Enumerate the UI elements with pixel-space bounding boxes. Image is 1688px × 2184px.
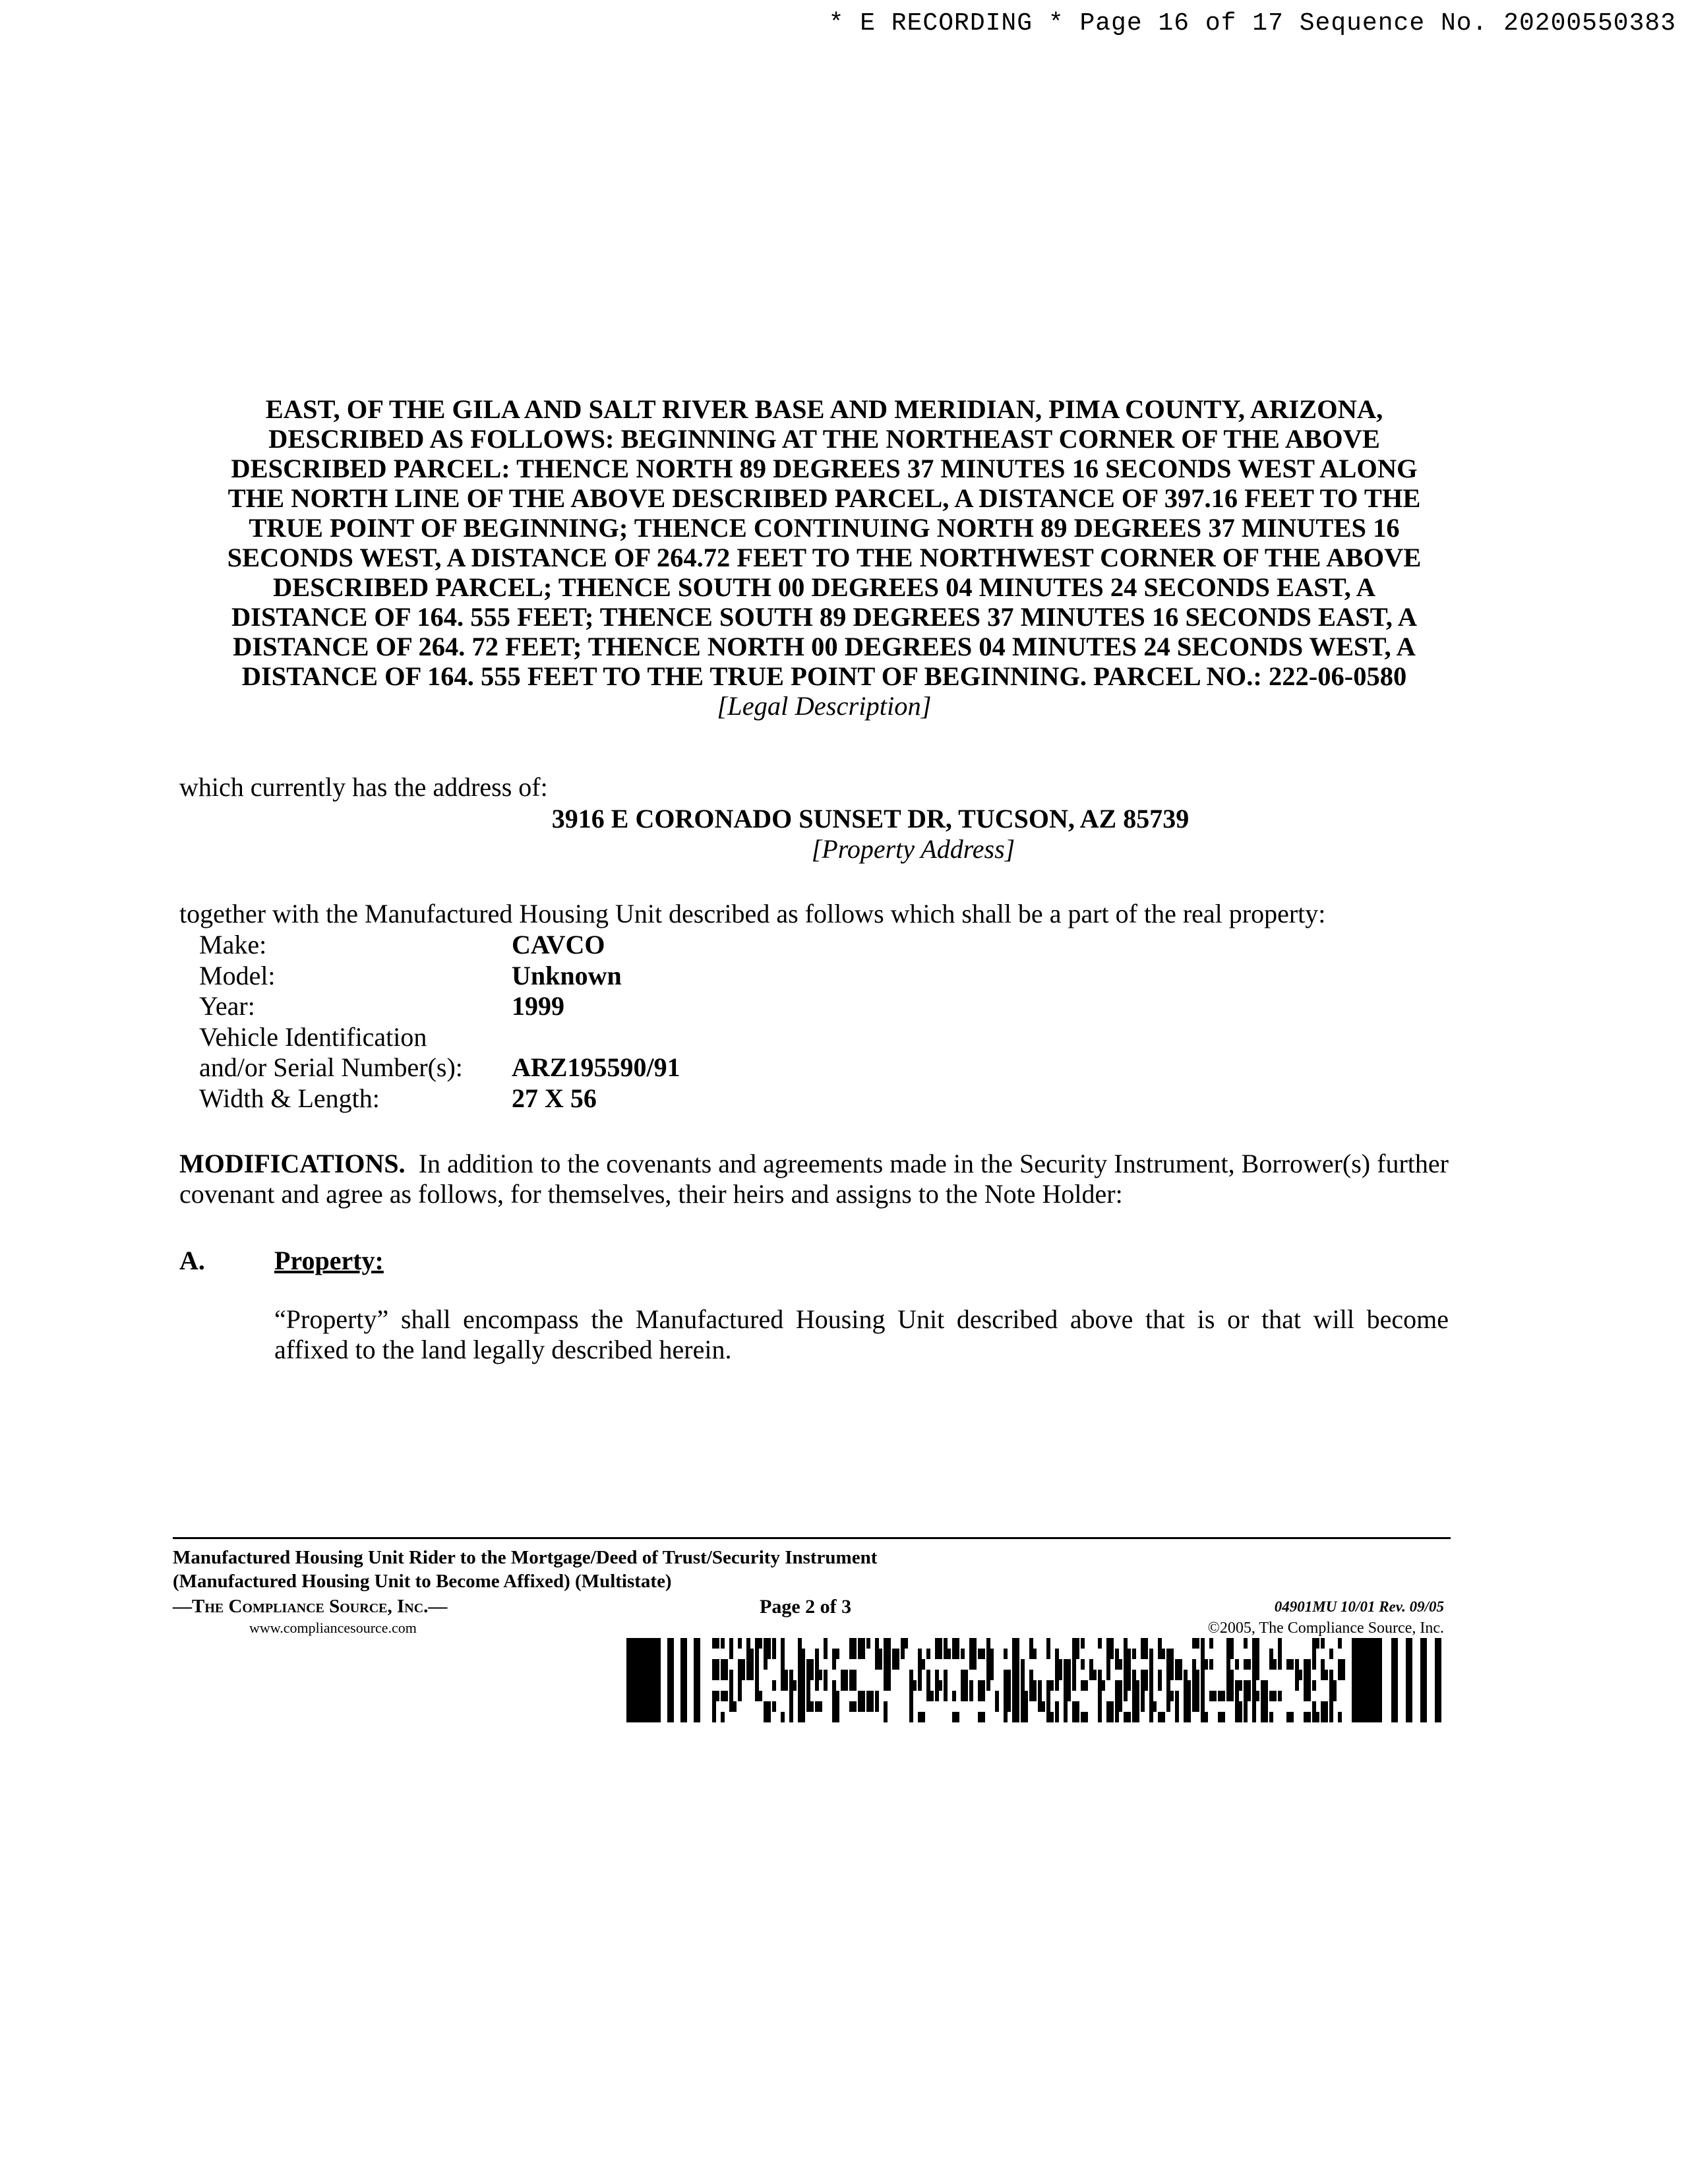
legal-description (198, 394, 1451, 721)
legal-line: DISTANCE OF 264. 72 FEET; THENCE NORTH 00 DEGREES 04 MINUTES 24 SECONDS WEST, A (233, 632, 1416, 661)
spec-row (199, 1052, 680, 1083)
spec-row (199, 991, 680, 1022)
spec-label: Vehicle Identification (199, 1021, 427, 1052)
spec-label: and/or Serial Number(s): (199, 1052, 463, 1082)
property-address: 3916 E CORONADO SUNSET DR, TUCSON, AZ 85739 (551, 804, 1190, 834)
footer-copyright: ©2005, The Compliance Source, Inc. (1207, 1620, 1444, 1637)
manufactured-unit-specs (199, 930, 680, 1114)
spec-value: CAVCO (512, 930, 605, 959)
footer-form-title (173, 1546, 877, 1593)
spec-row (199, 1022, 680, 1053)
spec-label: Model: (199, 960, 276, 990)
modifications-paragraph (179, 1149, 1449, 1209)
recording-header: * E RECORDING * Page 16 of 17 Sequence No. 20200550383 (828, 9, 1676, 38)
spec-row (199, 930, 680, 961)
section-a-heading (179, 1245, 384, 1276)
spec-value: 1999 (512, 991, 564, 1021)
footer-title-line: (Manufactured Housing Unit to Become Affixed) (Multistate) (173, 1571, 672, 1592)
legal-line: DISTANCE OF 164. 555 FEET; THENCE SOUTH 89 DEGREES 37 MINUTES 16 SECONDS EAST, A (231, 602, 1418, 632)
spec-value: ARZ195590/91 (512, 1052, 680, 1082)
spec-row (199, 961, 680, 992)
spec-value: Unknown (512, 960, 622, 990)
footer-title-line: Manufactured Housing Unit Rider to the Mortgage/Deed of Trust/Security Instrument (173, 1547, 878, 1568)
address-intro: which currently has the address of: (179, 772, 548, 802)
property-definition: “Property” shall encompass the Manufactured Housing Unit described above that is or that will become affixed to the land legally described herein. (274, 1304, 1449, 1364)
legal-description-caption: [Legal Description] (717, 691, 932, 721)
property-address-caption: [Property Address] (811, 834, 1015, 864)
spec-label: Year: (199, 991, 255, 1021)
barcode-icon (626, 1638, 1445, 1722)
legal-line: DESCRIBED AS FOLLOWS: BEGINNING AT THE NORTHEAST CORNER OF THE ABOVE (268, 424, 1380, 454)
modifications-text: In addition to the covenants and agreements made in the Security Instrument, Borrower(s) further covenant and agree as follows, for themselves, their heirs and assigns to the Note Holder: (179, 1149, 1449, 1209)
modifications-heading: MODIFICATIONS. (179, 1149, 406, 1178)
footer-divider (173, 1537, 1451, 1539)
spec-value: 27 X 56 (512, 1083, 597, 1113)
footer-page-number: Page 2 of 3 (760, 1596, 852, 1618)
legal-line: EAST, OF THE GILA AND SALT RIVER BASE AND MERIDIAN, PIMA COUNTY, ARIZONA, (265, 394, 1383, 424)
section-a-letter: A. (179, 1246, 205, 1275)
legal-line: DESCRIBED PARCEL; THENCE SOUTH 00 DEGREES 04 MINUTES 24 SECONDS EAST, A (272, 572, 1376, 602)
legal-line: SECONDS WEST, A DISTANCE OF 264.72 FEET TO THE NORTHWEST CORNER OF THE ABOVE (227, 543, 1422, 572)
footer-website: www.compliancesource.com (249, 1620, 417, 1636)
section-a-title: Property: (274, 1246, 384, 1275)
legal-line: DESCRIBED PARCEL: THENCE NORTH 89 DEGREES 37 MINUTES 16 SECONDS WEST ALONG (231, 454, 1418, 483)
spec-label: Width & Length: (199, 1083, 380, 1113)
legal-line: DISTANCE OF 164. 555 FEET TO THE TRUE POINT OF BEGINNING. PARCEL NO.: 222-06-0580 (241, 661, 1407, 691)
spec-label: Make: (199, 930, 267, 959)
footer-company: —The Compliance Source, Inc.— (173, 1596, 448, 1617)
spec-row (199, 1083, 680, 1114)
legal-line: THE NORTH LINE OF THE ABOVE DESCRIBED PARCEL, A DISTANCE OF 397.16 FEET TO THE (227, 483, 1421, 513)
footer-form-number: 04901MU 10/01 Rev. 09/05 (1274, 1598, 1444, 1615)
legal-line: TRUE POINT OF BEGINNING; THENCE CONTINUING NORTH 89 DEGREES 37 MINUTES 16 (249, 513, 1400, 543)
manufactured-unit-intro: together with the Manufactured Housing Unit described as follows which shall be a part of the real property: (179, 899, 1326, 928)
